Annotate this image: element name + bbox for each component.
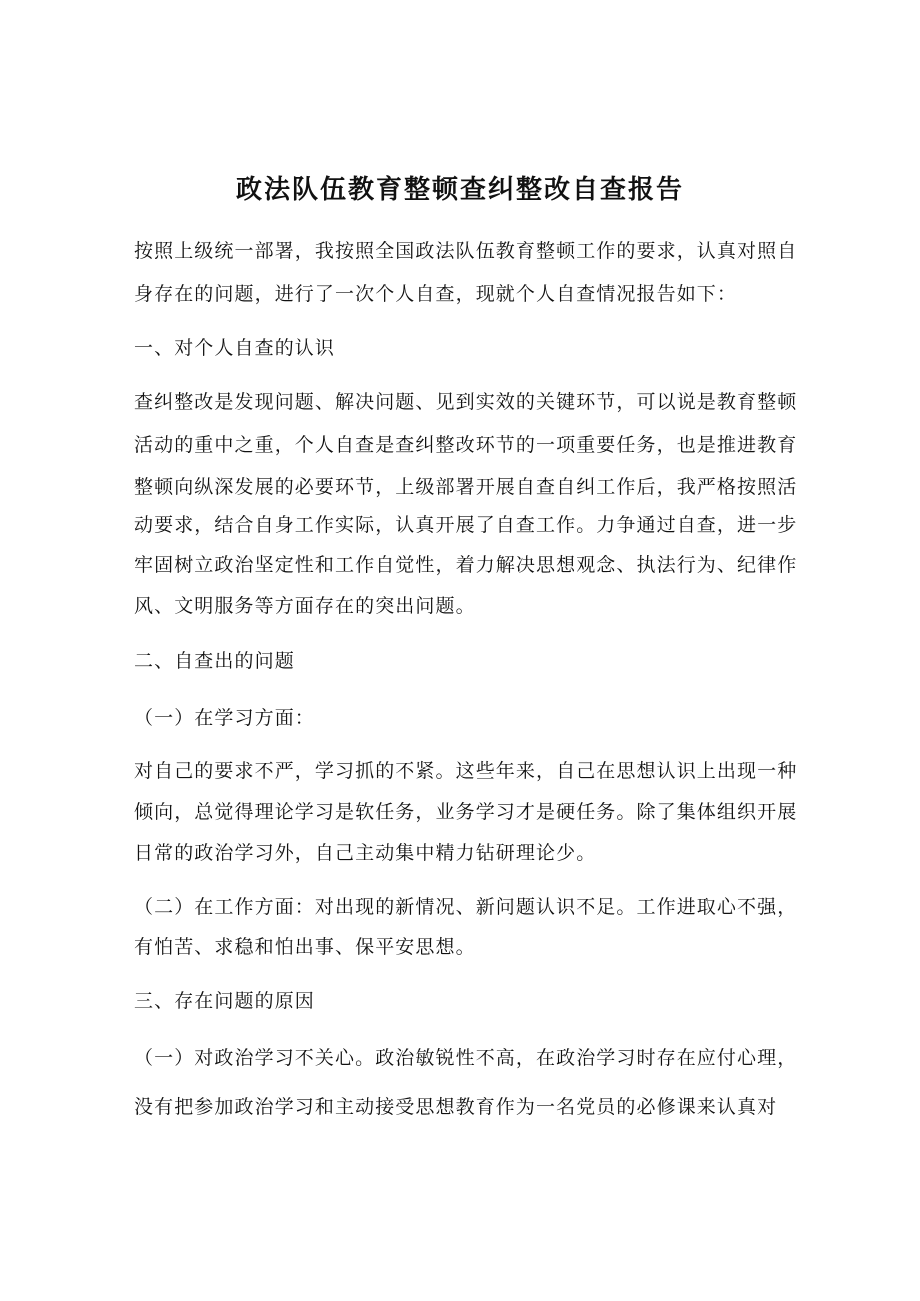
section-heading-3: 三、存在问题的原因 — [134, 990, 315, 1012]
section1-para-line-6: 风、文明服务等方面存在的突出问题。 — [134, 595, 476, 617]
section1-para-line-3: 整顿向纵深发展的必要环节，上级部署开展自查自纠工作后，我严格按照活 — [134, 476, 798, 498]
work-para-line-1: （二）在工作方面：对出现的新情况、新问题认识不足。工作进取心不强， — [134, 896, 798, 918]
intro-line-1: 按照上级统一部署，我按照全国政法队伍教育整顿工作的要求，认真对照自 — [134, 240, 798, 262]
section1-para-line-1: 查纠整改是发现问题、解决问题、见到实效的关键环节，可以说是教育整顿 — [134, 391, 798, 413]
work-para-line-2: 有怕苦、求稳和怕出事、保平安思想。 — [134, 936, 476, 958]
study-para-line-2: 倾向，总觉得理论学习是软任务，业务学习才是硬任务。除了集体组织开展 — [134, 801, 798, 823]
section-heading-2: 二、自查出的问题 — [134, 650, 295, 672]
cause-para-line-1: （一）对政治学习不关心。政治敏锐性不高，在政治学习时存在应付心理， — [134, 1047, 798, 1069]
section1-para-line-2: 活动的重中之重，个人自查是查纠整改环节的一项重要任务，也是推进教育 — [134, 434, 798, 456]
document-title: 政法队伍教育整顿查纠整改自查报告 — [235, 175, 684, 205]
cause-para-line-2: 没有把参加政治学习和主动接受思想教育作为一名党员的必修课来认真对 — [134, 1096, 778, 1118]
section-heading-1: 一、对个人自查的认识 — [134, 337, 336, 359]
study-para-line-3: 日常的政治学习外，自己主动集中精力钻研理论少。 — [134, 842, 597, 864]
subheading-study: （一）在学习方面： — [134, 707, 315, 729]
study-para-line-1: 对自己的要求不严，学习抓的不紧。这些年来，自己在思想认识上出现一种 — [134, 760, 798, 782]
intro-line-2: 身存在的问题，进行了一次个人自查，现就个人自查情况报告如下： — [134, 283, 738, 305]
section1-para-line-5: 牢固树立政治坚定性和工作自觉性，着力解决思想观念、执法行为、纪律作 — [134, 554, 798, 576]
section1-para-line-4: 动要求，结合自身工作实际，认真开展了自查工作。力争通过自查，进一步 — [134, 514, 798, 536]
